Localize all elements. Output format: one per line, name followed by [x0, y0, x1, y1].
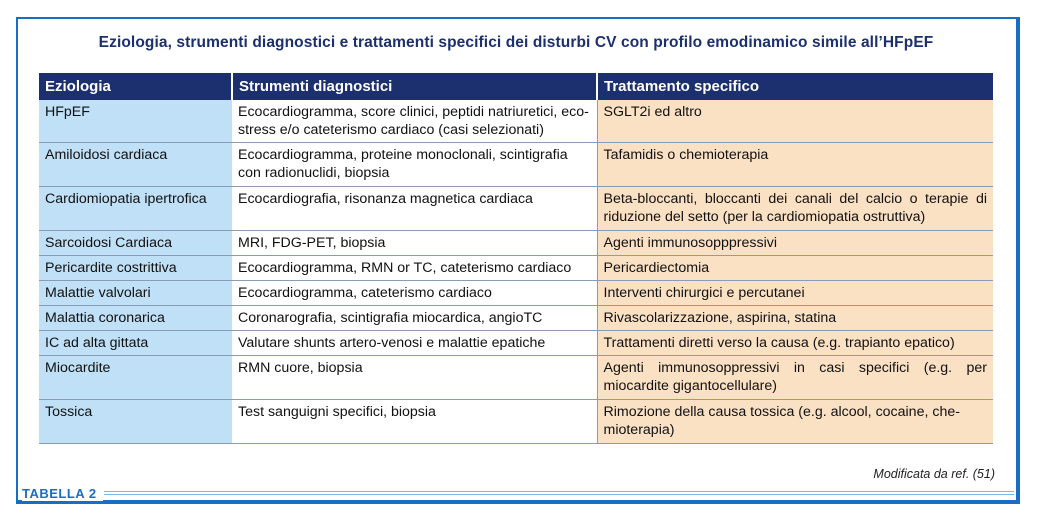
- table-row: [39, 306, 993, 331]
- data-table: [39, 73, 993, 444]
- cell-strumenti: Ecocardiogramma, score clinici, peptidi natriuretici, eco-stress e/o cateterismo cardiaco (casi selezionati): [232, 100, 597, 143]
- cell-eziologia: Pericardite costrittiva: [39, 256, 232, 281]
- table-row: [39, 356, 993, 400]
- cell-trattamento: Rimozione della causa tossica (e.g. alcool, cocaine, che-mioterapia): [597, 400, 993, 444]
- cell-strumenti: Ecocardiogramma, cateterismo cardiaco: [232, 281, 597, 306]
- table-row: [39, 281, 993, 306]
- table-row: [39, 331, 993, 356]
- table-label: TABELLA 2: [22, 486, 103, 501]
- cell-trattamento: Agenti immunosopppressivi: [597, 231, 993, 256]
- footer-rule: [104, 491, 1014, 495]
- cell-strumenti: Ecocardiografia, risonanza magnetica cardiaca: [232, 187, 597, 231]
- cell-strumenti: Coronarografia, scintigrafia miocardica, angioTC: [232, 306, 597, 331]
- table-title: Eziologia, strumenti diagnostici e trattamenti specifici dei disturbi CV con profilo emodinamico simile all’HFpEF: [98, 34, 934, 51]
- table-row: [39, 100, 993, 143]
- cell-eziologia: Malattie valvolari: [39, 281, 232, 306]
- cell-trattamento: SGLT2i ed altro: [597, 100, 993, 143]
- cell-trattamento: Pericardiectomia: [597, 256, 993, 281]
- table-row: [39, 187, 993, 231]
- header-strumenti: Strumenti diagnostici: [232, 73, 597, 100]
- cell-eziologia: Malattia coronarica: [39, 306, 232, 331]
- cell-trattamento: Interventi chirurgici e percutanei: [597, 281, 993, 306]
- cell-eziologia: Sarcoidosi Cardiaca: [39, 231, 232, 256]
- cell-trattamento: Agenti immunosoppressivi in casi specifici (e.g. per miocardite gigantocellulare): [597, 356, 993, 400]
- cell-eziologia: Tossica: [39, 400, 232, 444]
- cell-eziologia: HFpEF: [39, 100, 232, 143]
- cell-strumenti: MRI, FDG-PET, biopsia: [232, 231, 597, 256]
- cell-strumenti: Ecocardiogramma, RMN or TC, cateterismo cardiaco: [232, 256, 597, 281]
- cell-trattamento: Trattamenti diretti verso la causa (e.g. trapianto epatico): [597, 331, 993, 356]
- table-row: [39, 256, 993, 281]
- table-row: [39, 231, 993, 256]
- cell-strumenti: Valutare shunts artero-venosi e malattie epatiche: [232, 331, 597, 356]
- cell-eziologia: Miocardite: [39, 356, 232, 400]
- cell-trattamento: Beta-bloccanti, bloccanti dei canali del calcio o terapie di riduzione del setto (per la cardiomiopatia ostruttiva): [597, 187, 993, 231]
- source-note: Modificata da ref. (51): [873, 467, 995, 481]
- cell-eziologia: Amiloidosi cardiaca: [39, 143, 232, 187]
- cell-strumenti: Test sanguigni specifici, biopsia: [232, 400, 597, 444]
- cell-trattamento: Rivascolarizzazione, aspirina, statina: [597, 306, 993, 331]
- cell-eziologia: IC ad alta gittata: [39, 331, 232, 356]
- table-row: [39, 400, 993, 444]
- cell-strumenti: Ecocardiogramma, proteine monoclonali, scintigrafia con radionuclidi, biopsia: [232, 143, 597, 187]
- header-eziologia: Eziologia: [39, 73, 232, 100]
- header-trattamento: Trattamento specifico: [597, 73, 993, 100]
- table-row: [39, 143, 993, 187]
- cell-eziologia: Cardiomiopatia ipertrofica: [39, 187, 232, 231]
- table-header-row: [39, 73, 993, 100]
- cell-trattamento: Tafamidis o chemioterapia: [597, 143, 993, 187]
- cell-strumenti: RMN cuore, biopsia: [232, 356, 597, 400]
